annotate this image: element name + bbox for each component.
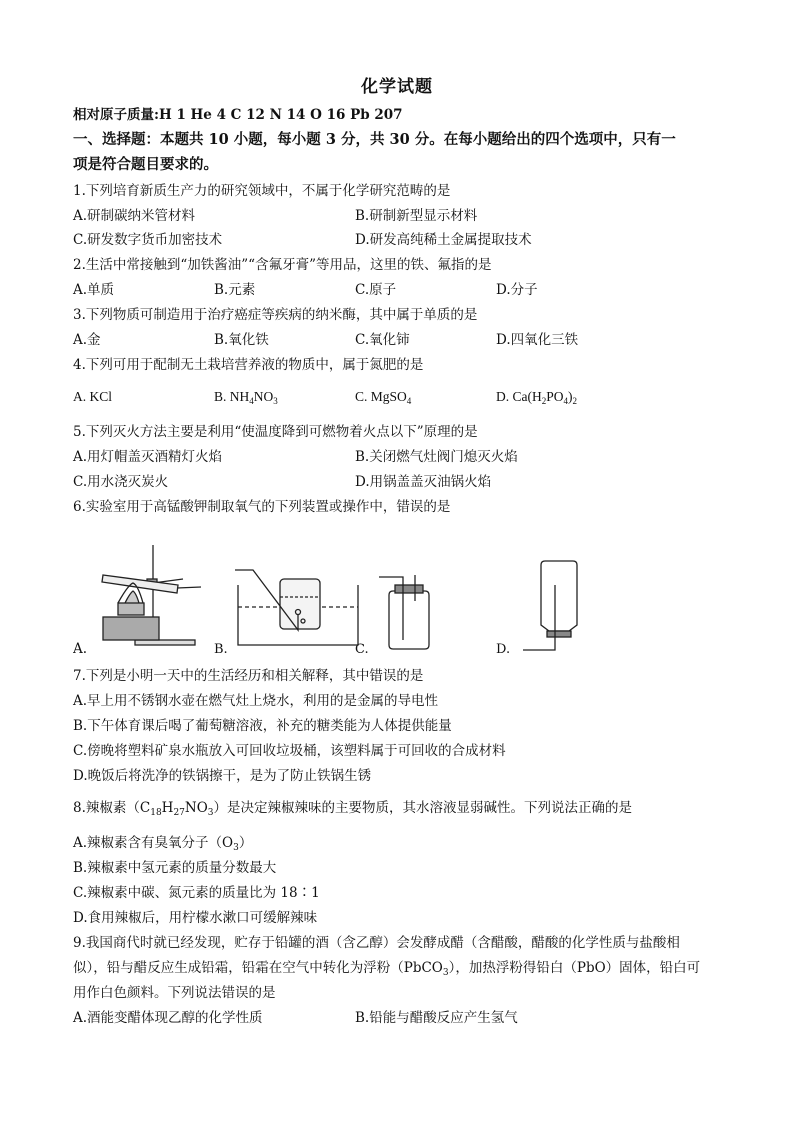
question-7-stem: 7.下列是小明一天中的生活经历和相关解释，其中错误的是 [73,668,424,684]
atomic-mass-line: 相对原子质量:H 1 He 4 C 12 N 14 O 16 Pb 207 [73,107,403,123]
question-3-option-d: D.四氧化三铁 [496,332,579,348]
figure-c-gas-bottle [379,575,429,649]
question-2-option-a: A.单质 [73,282,115,298]
question-4-option-a: A. KCl [73,389,113,404]
figure-c-label: C. [355,642,369,657]
question-2-option-c: C.原子 [355,282,397,298]
figure-a-label: A. [73,641,88,657]
question-8-option-b: B.辣椒素中氢元素的质量分数最大 [73,860,277,876]
question-4-stem: 4.下列可用于配制无土栽培营养液的物质中，属于氮肥的是 [73,357,424,373]
question-9-line1: 9.我国商代时就已经发现，贮存于铅罐的酒（含乙醇）会发酵成醋（含醋酸，醋酸的化学性质与盐酸相 [73,935,680,951]
question-9-option-a: A.酒能变醋体现乙醇的化学性质 [73,1010,263,1026]
question-1-option-d: D.研发高纯稀土金属提取技术 [355,232,532,248]
figure-b-label: B. [214,642,228,657]
question-4-option-c: C. MgSO$_4$ [355,389,412,406]
question-7-option-b: B.下午体育课后喝了葡萄糖溶液，补充的糖类能为人体提供能量 [73,718,452,734]
question-5-stem: 5.下列灭火方法主要是利用“使温度降到可燃物着火点以下”原理的是 [73,424,478,440]
question-5-option-c: C.用水浇灭炭火 [73,474,169,490]
section-heading-line1: 一、选择题：本题共 10 小题，每小题 3 分，共 30 分。在每小题给出的四个选项中，只有一 [73,131,676,148]
question-5-option-d: D.用锅盖盖灭油锅火焰 [355,474,492,490]
question-3-option-c: C.氧化铈 [355,332,410,348]
question-1-option-c: C.研发数字货币加密技术 [73,232,223,248]
question-8-option-d: D.食用辣椒后，用柠檬水漱口可缓解辣味 [73,910,318,926]
page-title: 化学试题 [361,77,433,97]
figure-d-inverted-bottle [523,561,577,650]
question-4-option-b: B. $NH_4NO_3$ [214,389,278,406]
question-5-option-b: B.关闭燃气灶阀门熄灭火焰 [355,449,518,465]
question-2-option-b: B.元素 [214,282,256,298]
question-7-option-a: A.早上用不锈钢水壶在燃气灶上烧水，利用的是金属的导电性 [73,693,439,709]
question-8-option-c: C.辣椒素中碳、氮元素的质量比为 18∶1 [73,885,320,901]
question-2-stem: 2.生活中常接触到“加铁酱油”“含氟牙膏”等用品，这里的铁、氟指的是 [73,257,492,273]
question-8-option-a: A.辣椒素含有臭氧分子$(O_3)$ [73,835,253,853]
question-2-option-d: D.分子 [496,282,538,298]
figure-d-label: D. [496,642,511,657]
question-1-stem: 1.下列培育新质生产力的研究领域中，不属于化学研究范畴的是 [73,183,451,199]
section-heading-line2: 项是符合题目要求的。 [73,156,218,173]
question-8-stem: 8.辣椒素$(C_{18}H_{27}NO_3)$是决定辣椒辣味的主要物质，其水溶液显弱碱性。下列说法正确的是 [73,800,633,818]
question-1-option-b: B.研制新型显示材料 [355,208,478,224]
question-3-option-a: A.金 [73,332,101,348]
question-5-option-a: A.用灯帽盖灭酒精灯火焰 [73,449,223,465]
question-1-option-a: A.研制碳纳米管材料 [73,208,196,224]
question-3-option-b: B.氧化铁 [214,332,269,348]
question-6-stem: 6.实验室用于高锰酸钾制取氧气的下列装置或操作中，错误的是 [73,499,451,515]
question-9-line2: 似），铅与醋反应生成铅霜，铅霜在空气中转化为浮粉（PbCO$_3$），加热浮粉得铅白（PbO）固体，铅白可 [73,960,701,978]
question-7-option-d: D.晚饭后将洗净的铁锅擦干，是为了防止铁锅生锈 [73,768,372,784]
figure-a-heating-apparatus [102,545,201,645]
figure-b-water-collection [235,570,358,645]
question-4-option-d: D. $Ca(H_2PO_4)_2$ [496,389,578,406]
question-3-stem: 3.下列物质可制造用于治疗癌症等疾病的纳米酶，其中属于单质的是 [73,307,478,323]
question-9-option-b: B.铅能与醋酸反应产生氢气 [355,1010,518,1026]
question-9-line3: 用作白色颜料。下列说法错误的是 [73,985,276,1001]
question-7-option-c: C.傍晚将塑料矿泉水瓶放入可回收垃圾桶，该塑料属于可回收的合成材料 [73,743,506,759]
apparatus-figures [73,535,593,660]
